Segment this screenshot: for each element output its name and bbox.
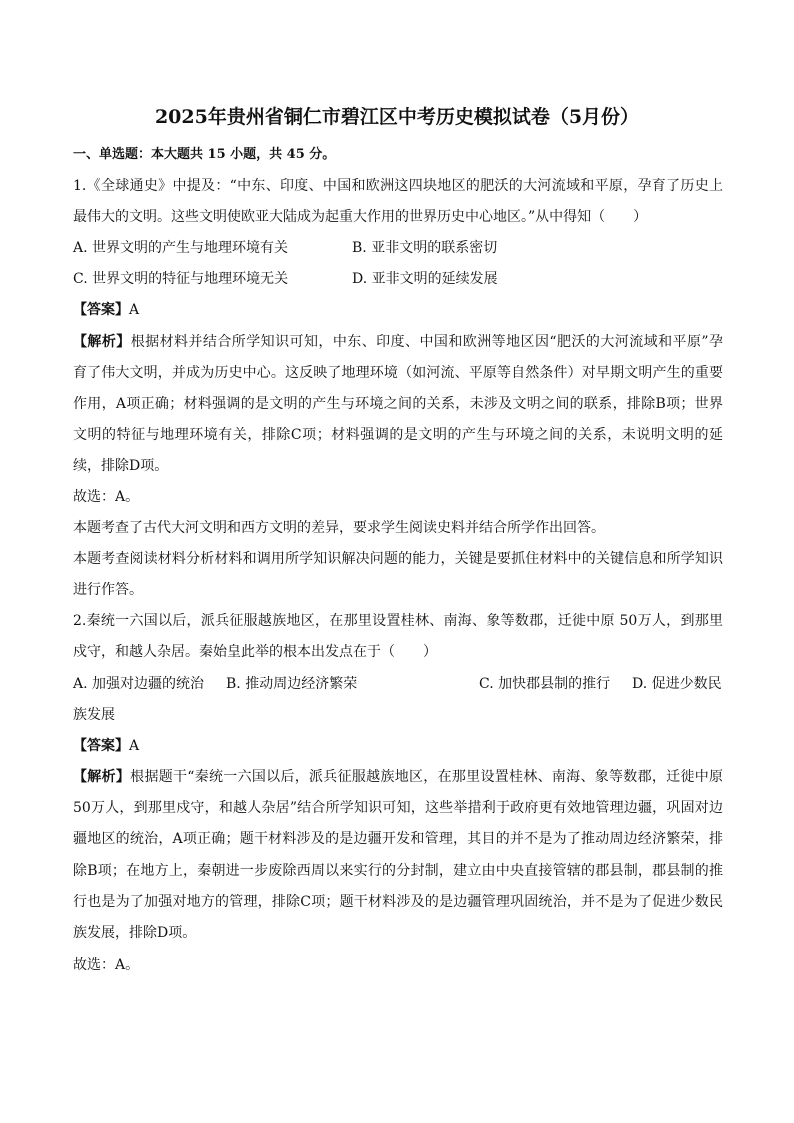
q1-note2-line1: 本题考查阅读材料分析材料和调用所学知识解决问题的能力，关键是要抓住材料中的关键信息和所学知识: [73, 551, 723, 567]
q2-answer: [73, 736, 723, 756]
q1-choice: 故选：A。: [73, 489, 140, 505]
q1-answer-value: A: [129, 302, 140, 318]
q2-option-a: A. 加强对边疆的统治: [73, 676, 205, 692]
q1-option-c: C. 世界文明的特征与地理环境无关: [73, 271, 289, 287]
q2-analysis-text1: 根据题干“秦统一六国以后，派兵征服越族地区，在那里设置桂林、南海、象等数郡，迁徙中原: [130, 769, 723, 785]
q1-analysis-line1: [73, 332, 723, 352]
q1-option-a: A. 世界文明的产生与地理环境有关: [73, 240, 289, 256]
q1-note1: 本题考查了古代大河文明和西方文明的差异，要求学生阅读史料并结合所学作出回答。: [73, 520, 605, 536]
q1-answer: [73, 300, 723, 320]
q2-analysis-line6: 族发展，排除D项。: [73, 925, 197, 941]
q2-answer-value: A: [129, 738, 140, 754]
q1-analysis-line3: 作用，A项正确；材料强调的是文明的产生与环境之间的关系，未涉及文明之间的联系，排除B项；世界: [73, 396, 723, 412]
page-title: 2025年贵州省铜仁市碧江区中考历史模拟试卷（5月份）: [154, 106, 640, 128]
section-heading: 一、单选题：本大题共 15 小题，共 45 分。: [73, 147, 336, 162]
q2-analysis-line3: 疆地区的统治，A项正确；题干材料涉及的是边疆开发和管理，其目的并不是为了推动周边经济繁荣，排: [73, 831, 723, 847]
q2-answer-tag: 【答案】: [73, 738, 129, 754]
q1-analysis-tag: 【解析】: [73, 334, 131, 350]
q1-analysis-line2: 育了伟大文明，并成为历史中心。这反映了地理环境（如河流、平原等自然条件）对早期文明产生的重要: [73, 365, 723, 381]
q2-analysis-line5: 行也是为了加强对地方的管理，排除C项；题干材料涉及的是边疆管理巩固统治，并不是为了促进少数民: [73, 894, 723, 910]
q2-option-b: B. 推动周边经济繁荣: [226, 676, 358, 692]
q1-stem-line1: 1.《全球通史》中提及：“中东、印度、中国和欧洲这四块地区的肥沃的大河流域和平原，孕育了历史上: [73, 178, 723, 194]
q1-analysis-line5: 续，排除D项。: [73, 458, 169, 474]
q1-option-b: B. 亚非文明的联系密切: [352, 240, 498, 256]
q2-option-d: D. 促进少数民: [632, 676, 722, 692]
q1-note2-line2: 进行作答。: [73, 582, 143, 598]
q2-option-d-cont: 族发展: [73, 707, 115, 723]
q1-option-d: D. 亚非文明的延续发展: [352, 271, 498, 287]
q2-analysis-line1: [73, 767, 723, 787]
q2-stem-line2: 戍守，和越人杂居。秦始皇此举的根本出发点在于（ ）: [73, 644, 437, 660]
q2-choice: 故选：A。: [73, 957, 140, 973]
q1-analysis-text1: 根据材料并结合所学知识可知，中东、印度、中国和欧洲等地区因“肥沃的大河流域和平原”孕: [130, 334, 723, 350]
q1-answer-tag: 【答案】: [73, 302, 129, 318]
q2-option-c: C. 加快郡县制的推行: [479, 676, 611, 692]
q1-analysis-line4: 文明的特征与地理环境有关，排除C项；材料强调的是文明的产生与环境之间的关系，未说明文明的延: [73, 427, 723, 443]
q2-stem-line1: 2.秦统一六国以后，派兵征服越族地区，在那里设置桂林、南海、象等数郡，迁徙中原 50万人，到那里: [73, 613, 723, 629]
q1-stem-line2: 最伟大的文明。这些文明使欧亚大陆成为起重大作用的世界历史中心地区。”从中得知（ ）: [73, 209, 648, 225]
q2-analysis-line2: 50万人，到那里戍守，和越人杂居”结合所学知识可知，这些举措利于政府更有效地管理边疆，巩固对边: [73, 800, 723, 816]
q2-analysis-line4: 除B项；在地方上，秦朝进一步废除西周以来实行的分封制，建立由中央直接管辖的郡县制，郡县制的推: [73, 863, 723, 879]
q2-analysis-tag: 【解析】: [73, 769, 131, 785]
